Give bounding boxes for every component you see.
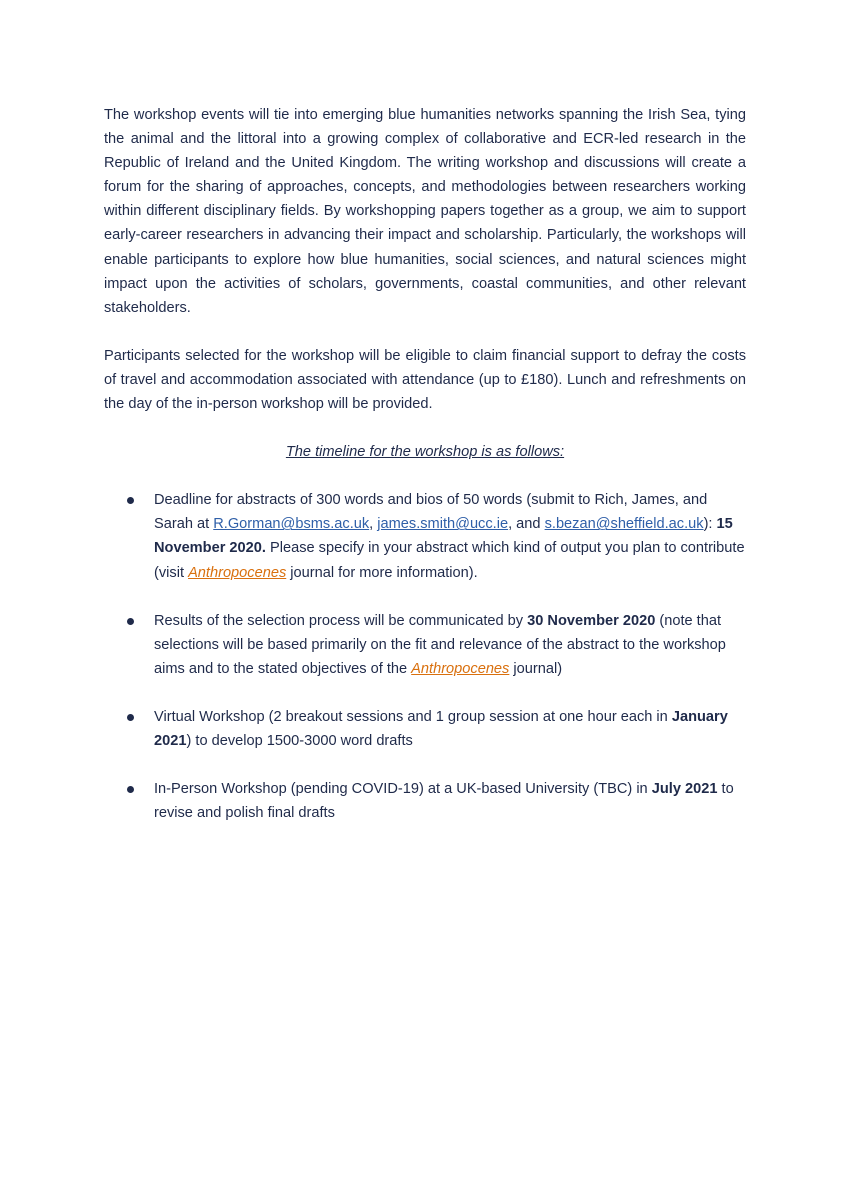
deadline-date: 15 November 2020. xyxy=(154,516,733,557)
timeline-item-virtual-workshop xyxy=(104,705,746,753)
in-person-workshop-text: In-Person Workshop (pending COVID-19) at a UK-based University (TBC) in xyxy=(154,781,652,798)
results-text: Results of the selection process will be communicated by xyxy=(154,612,528,629)
timeline-list xyxy=(104,488,746,825)
anthropocenes-journal-link[interactable]: Anthropocenes xyxy=(188,564,287,581)
bullet-icon xyxy=(127,618,134,625)
virtual-workshop-text-end: ) to develop 1500-3000 word drafts xyxy=(186,732,413,749)
email-link-bezan[interactable]: s.bezan@sheffield.ac.uk xyxy=(544,516,704,533)
virtual-workshop-text: Virtual Workshop (2 breakout sessions and 1 group session at one hour each in xyxy=(154,708,672,725)
bullet-icon xyxy=(127,714,134,721)
email-link-smith[interactable]: james.smith@ucc.ie xyxy=(377,516,509,533)
timeline-heading: The timeline for the workshop is as follows: xyxy=(285,444,565,461)
timeline-item-in-person-workshop xyxy=(104,777,746,825)
page-content xyxy=(104,103,746,849)
funding-paragraph: Participants selected for the workshop will be eligible to claim financial support to defray the costs of travel and accommodation associated with attendance (up to £180). Lunch and refreshments on the day of the in-person workshop will be provided. xyxy=(104,347,746,413)
anthropocenes-journal-link[interactable]: Anthropocenes xyxy=(411,660,510,677)
email-link-gorman[interactable]: R.Gorman@bsms.ac.uk xyxy=(213,516,370,533)
timeline-item-results xyxy=(104,609,746,681)
deadline-text-continued: Please specify in your abstract which kind of output you plan to contribute (visit xyxy=(154,540,745,581)
bullet-icon xyxy=(127,497,134,504)
virtual-workshop-date: January 2021 xyxy=(154,708,728,749)
timeline-item-deadline xyxy=(104,488,746,584)
separator-text: ): xyxy=(703,516,717,533)
separator-text: , and xyxy=(508,516,545,533)
deadline-text-end: journal for more information). xyxy=(286,564,478,581)
deadline-text: Deadline for abstracts of 300 words and bios of 50 words (submit to Rich, James, and Sarah at xyxy=(154,492,708,533)
bullet-icon xyxy=(127,786,134,793)
intro-paragraph: The workshop events will tie into emerging blue humanities networks spanning the Irish Sea, tying the animal and the littoral into a growing complex of collaborative and ECR-led research in the Republic of Ireland and the United Kingdom. The writing workshop and discussions will create a forum for the sharing of approaches, concepts, and methodologies between researchers working within different disciplinary fields. By workshopping papers together as a group, we aim to support early-career researchers in advancing their impact and scholarship. Particularly, the workshops will enable participants to explore how blue humanities, social sciences, and natural sciences might impact upon the activities of scholars, governments, coastal communities, and other relevant stakeholders. xyxy=(104,107,746,316)
separator-text: , xyxy=(369,516,378,533)
in-person-workshop-date: July 2021 xyxy=(651,781,718,798)
in-person-workshop-text-end: to revise and polish final drafts xyxy=(154,781,734,822)
results-date: 30 November 2020 xyxy=(527,612,656,629)
results-text-continued: (note that selections will be based primarily on the fit and relevance of the abstract to the workshop aims and to the stated objectives of the xyxy=(154,612,726,677)
results-text-end: journal) xyxy=(509,660,563,677)
